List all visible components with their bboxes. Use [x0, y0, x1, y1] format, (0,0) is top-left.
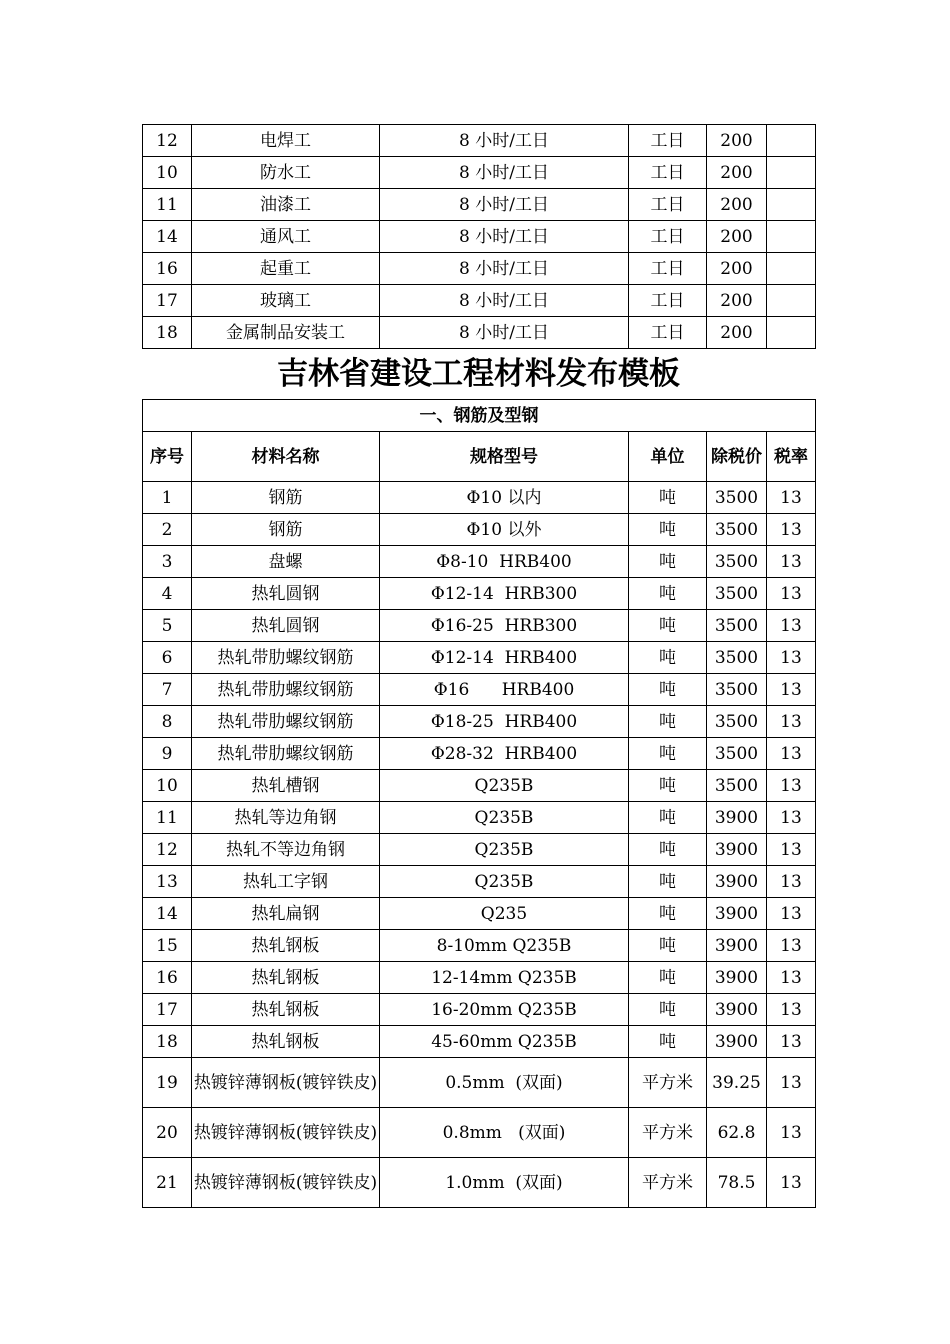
- cell-unit: 吨: [629, 834, 707, 866]
- cell-price: 200: [707, 189, 767, 221]
- table-row: [143, 642, 816, 674]
- table-row: [143, 546, 816, 578]
- header-material-name: 材料名称: [192, 432, 380, 482]
- cell-material-name: 玻璃工: [192, 285, 380, 317]
- cell-unit: 吨: [629, 546, 707, 578]
- cell-specification: 8 小时/工日: [380, 221, 629, 253]
- cell-material-name: 热轧带肋螺纹钢筋: [192, 642, 380, 674]
- table-row: [143, 189, 816, 221]
- material-price-table-body: [143, 482, 816, 1208]
- table-row: [143, 125, 816, 157]
- cell-serial-number: 18: [143, 1026, 192, 1058]
- cell-specification: 8-10mm Q235B: [380, 930, 629, 962]
- cell-tax-rate: 13: [767, 898, 816, 930]
- cell-serial-number: 16: [143, 253, 192, 285]
- table-row: [143, 253, 816, 285]
- cell-specification: 16-20mm Q235B: [380, 994, 629, 1026]
- cell-price: 200: [707, 317, 767, 349]
- cell-material-name: 热轧等边角钢: [192, 802, 380, 834]
- cell-specification: Φ10 以外: [380, 514, 629, 546]
- cell-unit: 平方米: [629, 1058, 707, 1108]
- page-title: 吉林省建设工程材料发布模板: [277, 356, 680, 392]
- table-row: [143, 610, 816, 642]
- cell-unit: 吨: [629, 482, 707, 514]
- cell-tax-rate: 13: [767, 1058, 816, 1108]
- cell-unit: 工日: [629, 317, 707, 349]
- cell-specification: 45-60mm Q235B: [380, 1026, 629, 1058]
- cell-specification: 0.5mm (双面): [380, 1058, 629, 1108]
- cell-tax-rate: 13: [767, 770, 816, 802]
- cell-material-name: 金属制品安装工: [192, 317, 380, 349]
- cell-material-name: 热镀锌薄钢板(镀锌铁皮): [192, 1158, 380, 1208]
- cell-material-name: 盘螺: [192, 546, 380, 578]
- table-row: [143, 674, 816, 706]
- cell-tax-rate: 13: [767, 962, 816, 994]
- cell-specification: 8 小时/工日: [380, 157, 629, 189]
- cell-tax-rate: [767, 285, 816, 317]
- cell-tax-rate: [767, 157, 816, 189]
- cell-tax-rate: 13: [767, 930, 816, 962]
- cell-price: 3500: [707, 770, 767, 802]
- cell-tax-rate: 13: [767, 514, 816, 546]
- cell-serial-number: 19: [143, 1058, 192, 1108]
- table-row: [143, 157, 816, 189]
- cell-unit: 吨: [629, 738, 707, 770]
- cell-serial-number: 15: [143, 930, 192, 962]
- labor-rate-table: [142, 124, 816, 349]
- table-row: [143, 738, 816, 770]
- cell-unit: 吨: [629, 610, 707, 642]
- table-row: [143, 930, 816, 962]
- cell-price: 3900: [707, 898, 767, 930]
- cell-specification: 1.0mm (双面): [380, 1158, 629, 1208]
- cell-specification: Q235B: [380, 802, 629, 834]
- cell-price: 3900: [707, 994, 767, 1026]
- cell-unit: 吨: [629, 1026, 707, 1058]
- cell-unit: 吨: [629, 674, 707, 706]
- column-header-row: [143, 432, 816, 482]
- cell-specification: 0.8mm (双面): [380, 1108, 629, 1158]
- cell-unit: 工日: [629, 189, 707, 221]
- table-row: [143, 994, 816, 1026]
- cell-serial-number: 9: [143, 738, 192, 770]
- cell-tax-rate: 13: [767, 674, 816, 706]
- cell-serial-number: 12: [143, 834, 192, 866]
- cell-specification: 8 小时/工日: [380, 253, 629, 285]
- cell-material-name: 热镀锌薄钢板(镀锌铁皮): [192, 1058, 380, 1108]
- cell-price: 39.25: [707, 1058, 767, 1108]
- cell-unit: 吨: [629, 802, 707, 834]
- header-unit: 单位: [629, 432, 707, 482]
- cell-specification: Φ10 以内: [380, 482, 629, 514]
- cell-tax-rate: [767, 253, 816, 285]
- cell-material-name: 热轧槽钢: [192, 770, 380, 802]
- cell-price: 3500: [707, 482, 767, 514]
- cell-serial-number: 11: [143, 189, 192, 221]
- cell-tax-rate: [767, 125, 816, 157]
- cell-serial-number: 4: [143, 578, 192, 610]
- cell-specification: Φ12-14 HRB400: [380, 642, 629, 674]
- table-row: [143, 1058, 816, 1108]
- cell-serial-number: 1: [143, 482, 192, 514]
- cell-price: 200: [707, 125, 767, 157]
- cell-serial-number: 18: [143, 317, 192, 349]
- table-row: [143, 866, 816, 898]
- cell-material-name: 热轧圆钢: [192, 610, 380, 642]
- cell-material-name: 热轧带肋螺纹钢筋: [192, 706, 380, 738]
- cell-specification: Φ12-14 HRB300: [380, 578, 629, 610]
- material-price-table: [142, 399, 816, 1208]
- cell-unit: 工日: [629, 157, 707, 189]
- cell-specification: Q235B: [380, 770, 629, 802]
- cell-specification: Φ18-25 HRB400: [380, 706, 629, 738]
- cell-material-name: 热轧扁钢: [192, 898, 380, 930]
- cell-price: 3500: [707, 546, 767, 578]
- cell-specification: 8 小时/工日: [380, 189, 629, 221]
- cell-price: 3500: [707, 578, 767, 610]
- cell-serial-number: 10: [143, 157, 192, 189]
- cell-material-name: 油漆工: [192, 189, 380, 221]
- cell-material-name: 热轧带肋螺纹钢筋: [192, 674, 380, 706]
- cell-tax-rate: 13: [767, 994, 816, 1026]
- cell-serial-number: 2: [143, 514, 192, 546]
- cell-specification: Φ8-10 HRB400: [380, 546, 629, 578]
- cell-unit: 吨: [629, 578, 707, 610]
- cell-unit: 吨: [629, 994, 707, 1026]
- cell-unit: 吨: [629, 930, 707, 962]
- cell-specification: Q235B: [380, 866, 629, 898]
- cell-unit: 工日: [629, 221, 707, 253]
- cell-price: 200: [707, 157, 767, 189]
- cell-tax-rate: 13: [767, 738, 816, 770]
- cell-serial-number: 21: [143, 1158, 192, 1208]
- cell-unit: 工日: [629, 125, 707, 157]
- cell-serial-number: 16: [143, 962, 192, 994]
- table-row: [143, 1108, 816, 1158]
- cell-tax-rate: 13: [767, 642, 816, 674]
- cell-tax-rate: [767, 221, 816, 253]
- cell-material-name: 热轧钢板: [192, 930, 380, 962]
- cell-tax-rate: 13: [767, 546, 816, 578]
- header-specification: 规格型号: [380, 432, 629, 482]
- table-row: [143, 962, 816, 994]
- cell-tax-rate: 13: [767, 834, 816, 866]
- cell-material-name: 热轧工字钢: [192, 866, 380, 898]
- cell-price: 3500: [707, 514, 767, 546]
- cell-price: 3900: [707, 1026, 767, 1058]
- cell-specification: Φ16 HRB400: [380, 674, 629, 706]
- header-price-excl-tax: 除税价: [707, 432, 767, 482]
- cell-tax-rate: 13: [767, 706, 816, 738]
- cell-specification: Φ16-25 HRB300: [380, 610, 629, 642]
- cell-unit: 吨: [629, 642, 707, 674]
- cell-tax-rate: 13: [767, 866, 816, 898]
- cell-price: 3500: [707, 610, 767, 642]
- cell-material-name: 热轧带肋螺纹钢筋: [192, 738, 380, 770]
- table-row: [143, 1158, 816, 1208]
- cell-material-name: 通风工: [192, 221, 380, 253]
- header-serial-number: 序号: [143, 432, 192, 482]
- cell-specification: Q235B: [380, 834, 629, 866]
- cell-serial-number: 17: [143, 285, 192, 317]
- cell-price: 3900: [707, 802, 767, 834]
- cell-material-name: 防水工: [192, 157, 380, 189]
- table-row: [143, 317, 816, 349]
- table-row: [143, 514, 816, 546]
- labor-rate-table-body: [143, 125, 816, 349]
- cell-specification: 8 小时/工日: [380, 125, 629, 157]
- cell-serial-number: 10: [143, 770, 192, 802]
- cell-tax-rate: [767, 317, 816, 349]
- cell-serial-number: 8: [143, 706, 192, 738]
- cell-unit: 吨: [629, 962, 707, 994]
- section-heading-row: [143, 400, 816, 432]
- cell-material-name: 热轧不等边角钢: [192, 834, 380, 866]
- section-heading: 一、钢筋及型钢: [143, 400, 816, 432]
- cell-material-name: 热轧钢板: [192, 1026, 380, 1058]
- cell-specification: 12-14mm Q235B: [380, 962, 629, 994]
- table-row: [143, 898, 816, 930]
- table-row: [143, 706, 816, 738]
- cell-material-name: 钢筋: [192, 482, 380, 514]
- cell-material-name: 起重工: [192, 253, 380, 285]
- cell-price: 3500: [707, 738, 767, 770]
- cell-price: 3500: [707, 706, 767, 738]
- table-row: [143, 834, 816, 866]
- cell-price: 62.8: [707, 1108, 767, 1158]
- cell-material-name: 热镀锌薄钢板(镀锌铁皮): [192, 1108, 380, 1158]
- cell-unit: 吨: [629, 514, 707, 546]
- cell-serial-number: 13: [143, 866, 192, 898]
- cell-unit: 吨: [629, 706, 707, 738]
- cell-unit: 平方米: [629, 1108, 707, 1158]
- cell-price: 3900: [707, 834, 767, 866]
- cell-material-name: 热轧圆钢: [192, 578, 380, 610]
- cell-price: 200: [707, 253, 767, 285]
- table-row: [143, 482, 816, 514]
- cell-price: 3500: [707, 674, 767, 706]
- cell-price: 78.5: [707, 1158, 767, 1208]
- cell-unit: 吨: [629, 866, 707, 898]
- cell-serial-number: 5: [143, 610, 192, 642]
- cell-price: 200: [707, 285, 767, 317]
- cell-tax-rate: 13: [767, 1108, 816, 1158]
- cell-tax-rate: 13: [767, 1026, 816, 1058]
- cell-unit: 吨: [629, 770, 707, 802]
- cell-unit: 吨: [629, 898, 707, 930]
- cell-serial-number: 14: [143, 898, 192, 930]
- cell-serial-number: 12: [143, 125, 192, 157]
- cell-price: 3500: [707, 642, 767, 674]
- table-row: [143, 802, 816, 834]
- cell-price: 200: [707, 221, 767, 253]
- cell-tax-rate: 13: [767, 1158, 816, 1208]
- cell-unit: 平方米: [629, 1158, 707, 1208]
- cell-specification: Q235: [380, 898, 629, 930]
- cell-price: 3900: [707, 930, 767, 962]
- cell-specification: 8 小时/工日: [380, 285, 629, 317]
- cell-serial-number: 6: [143, 642, 192, 674]
- cell-serial-number: 14: [143, 221, 192, 253]
- cell-material-name: 电焊工: [192, 125, 380, 157]
- cell-price: 3900: [707, 962, 767, 994]
- cell-serial-number: 20: [143, 1108, 192, 1158]
- cell-unit: 工日: [629, 285, 707, 317]
- table-row: [143, 221, 816, 253]
- cell-serial-number: 7: [143, 674, 192, 706]
- cell-unit: 工日: [629, 253, 707, 285]
- cell-serial-number: 3: [143, 546, 192, 578]
- cell-tax-rate: [767, 189, 816, 221]
- table-row: [143, 770, 816, 802]
- cell-specification: Φ28-32 HRB400: [380, 738, 629, 770]
- cell-price: 3900: [707, 866, 767, 898]
- cell-serial-number: 17: [143, 994, 192, 1026]
- cell-tax-rate: 13: [767, 610, 816, 642]
- table-row: [143, 1026, 816, 1058]
- table-row: [143, 578, 816, 610]
- cell-material-name: 热轧钢板: [192, 962, 380, 994]
- cell-tax-rate: 13: [767, 802, 816, 834]
- table-row: [143, 285, 816, 317]
- cell-tax-rate: 13: [767, 578, 816, 610]
- cell-material-name: 钢筋: [192, 514, 380, 546]
- cell-specification: 8 小时/工日: [380, 317, 629, 349]
- cell-material-name: 热轧钢板: [192, 994, 380, 1026]
- header-tax-rate: 税率: [767, 432, 816, 482]
- cell-tax-rate: 13: [767, 482, 816, 514]
- cell-serial-number: 11: [143, 802, 192, 834]
